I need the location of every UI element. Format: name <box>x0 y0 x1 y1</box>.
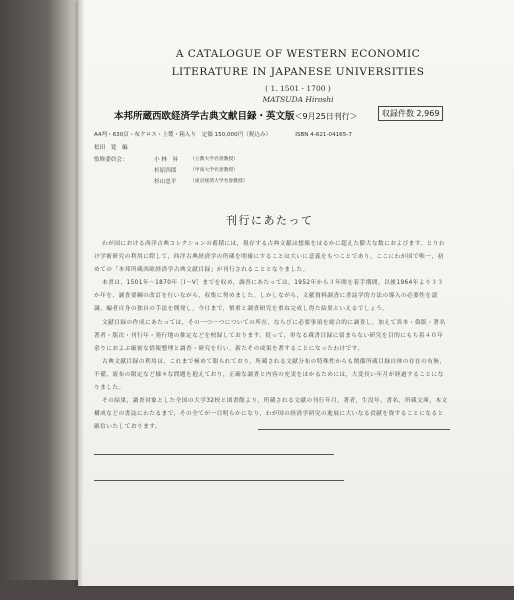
specs-line <box>94 130 352 138</box>
handwritten-underline <box>258 429 450 430</box>
japanese-title <box>114 108 358 122</box>
record-count-badge: 収録件数 2,969 <box>378 106 443 121</box>
handwritten-underline <box>94 480 344 481</box>
committee-member-name: 小 林 昇 <box>154 157 179 163</box>
english-title-line1: A CATALOGUE OF WESTERN ECONOMIC <box>175 48 421 60</box>
preface-paragraph: 本書は，1501年〜1870年［Ⅰ〜Ⅴ］までを収め，調査にあたっては，1952年から３年間を着手期間，以後1964年より３３か年を，調査要綱の改訂を行いながら，収集に努めました。しかしながら，文献資料調査に書誌学的方法の導入の必要性を認識，編者自身の独自の手法を開発し，今日まで，慎重と調査研究を重ね完成し得た結果といえるでしょう。 <box>94 280 444 313</box>
publication-date: ＜9月25日刊行＞ <box>294 112 358 121</box>
author-romaji: MATSUDA Hiroshi <box>262 95 334 104</box>
handwritten-underline <box>94 454 334 455</box>
preface-paragraph: わが国における西洋古典コレクションの蓄積には，現存する古典文献は想像をはるかに超えた膨大な数におよびます。とりわけ学術研究の利用に際して，西洋古典経済学の所蔵を明確にすることは大いに意義をもつことであり，ここにわが国で唯一，初めての「本邦所蔵西欧経済学古典文献目録」が刊行されることとなりました。 <box>94 241 446 274</box>
committee-row-1 <box>94 155 394 165</box>
committee-member-name: 杉原四郎 <box>154 168 177 174</box>
committee-label: 監修委員会： <box>94 157 128 163</box>
english-title-line2: LITERATURE IN JAPANESE UNIVERSITIES <box>171 66 425 78</box>
preface-paragraph: その結果，調査対象とした全国の大学32校と図書館より，所蔵される文献の刊行年月，著者，生没年，書名，所蔵文庫，本文構成などの書誌にわたるまで，その全てが一目明らかになり，わが国の経済学研究の進展に大いなる貢献を資することになると確信いたしております。 <box>94 398 448 431</box>
japanese-title-text: 本邦所蔵西欧経済学古典文献目録・英文版 <box>114 111 295 122</box>
document-page <box>78 0 514 586</box>
committee-member-affiliation: （甲南大学名誉教授） <box>190 168 238 173</box>
background-left <box>0 0 80 600</box>
committee-member-affiliation: （立教大学名誉教授） <box>190 157 238 162</box>
committee-row-2 <box>94 166 394 176</box>
committee-member-name: 杉山忠平 <box>154 179 177 185</box>
committee-row-3 <box>94 177 394 187</box>
committee-member-affiliation: （東京経済大学名誉教授） <box>190 179 248 184</box>
specs-text: A4判・630頁・布クロス・上製・箱入り 定価 150,000円（税込み） <box>94 132 272 138</box>
isbn-text: ISBN 4-621-04165-7 <box>295 132 352 138</box>
editor-line: 松田 寛 編 <box>94 145 128 151</box>
preface-paragraph: 文献目録の作成にあたっては，その一つ一つについての所在，ならびに必要事項を総合的に調査し，加えて異本・偽版・著名著者・版次・刊行年・発行地の推定などを校録しております。従って，単なる蔵書目録に留まらない研究を目的にもち着４０年余りにおよぶ厳密な情報整理と調査・研究を行い，新たその成果を著することになったわけです。 <box>94 319 446 352</box>
preface-body <box>94 238 448 434</box>
preface-heading: 刊行にあたって <box>226 214 314 227</box>
page-gutter <box>78 0 84 586</box>
preface-paragraph: 古典文献目録の利用は，これまで極めて限られており，所蔵される文献分布の特殊性からも関係所蔵目録自体の存在の有無，不備，流布の限定など様々な問題を抱えており，正確な調査と内容の充実をはかるためには，大変長い年月が経過することになりました。 <box>94 358 446 392</box>
period-label: ( 1. 1501 - 1700 ) <box>265 84 331 93</box>
